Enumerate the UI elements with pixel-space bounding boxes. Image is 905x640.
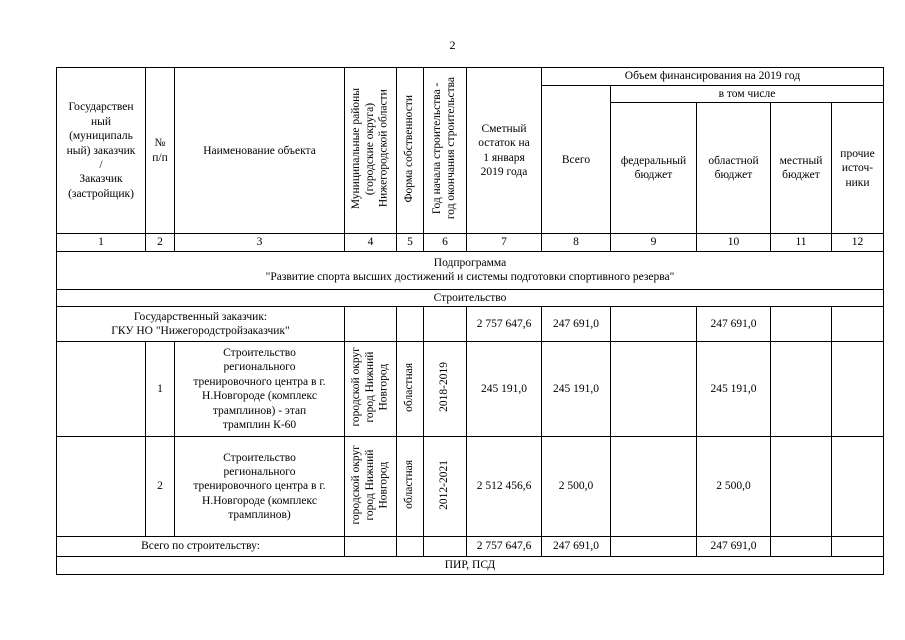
row-number: 1	[146, 342, 175, 437]
page-number: 2	[449, 38, 456, 52]
header-including: в том числе	[611, 86, 884, 103]
section-row	[57, 289, 884, 306]
cell-empty	[424, 537, 467, 557]
row-regional: 2 500,0	[697, 437, 771, 537]
cell-empty	[611, 307, 697, 342]
col-number: 9	[611, 234, 697, 251]
row-remainder: 2 512 456,6	[467, 437, 542, 537]
header-object-name: Наименование объекта	[175, 68, 345, 234]
col-number: 12	[832, 234, 884, 251]
row-years: 2018-2019	[424, 342, 467, 437]
cell-empty	[345, 307, 397, 342]
row-years: 2012-2021	[424, 437, 467, 537]
col-number: 11	[771, 234, 832, 251]
row-district: городской округ город Нижний Новгород	[345, 342, 397, 437]
header-local: местный бюджет	[771, 103, 832, 234]
cell-empty	[832, 537, 884, 557]
col-number: 8	[542, 234, 611, 251]
subprogram-row	[57, 251, 884, 289]
row-remainder: 245 191,0	[467, 342, 542, 437]
col-number: 10	[697, 234, 771, 251]
header-federal: федеральный бюджет	[611, 103, 697, 234]
object-name: Строительство регионального тренировочного центра в г. Н.Новгороде (комплекс трамплинов)	[175, 437, 345, 537]
cell-empty	[424, 307, 467, 342]
header-total: Всего	[542, 86, 611, 234]
cell-empty	[397, 307, 424, 342]
row-total: 2 500,0	[542, 437, 611, 537]
subprogram-title: Подпрограмма "Развитие спорта высших достижений и системы подготовки спортивного резерва"	[57, 251, 884, 289]
header-number: № п/п	[146, 68, 175, 234]
cell-empty	[771, 307, 832, 342]
total-label: Всего по строительству:	[57, 537, 345, 557]
header-ownership: Форма собственности	[397, 68, 424, 234]
financing-table	[56, 67, 884, 575]
col-number: 5	[397, 234, 424, 251]
header-funding-volume: Объем финансирования на 2019 год	[542, 68, 884, 86]
row-regional: 245 191,0	[697, 342, 771, 437]
customer-total: 247 691,0	[542, 307, 611, 342]
table-row	[57, 437, 884, 537]
row-ownership: областная	[397, 342, 424, 437]
total-remainder: 2 757 647,6	[467, 537, 542, 557]
cell-empty	[832, 307, 884, 342]
object-name: Строительство регионального тренировочного центра в г. Н.Новгороде (комплекс трамплинов) - этап трамплин К-60	[175, 342, 345, 437]
customer-label: Государственный заказчик: ГКУ НО "Нижегородстройзаказчик"	[57, 307, 345, 342]
cell-empty	[771, 342, 832, 437]
table-row	[57, 342, 884, 437]
header-other: прочие источ- ники	[832, 103, 884, 234]
col-number: 4	[345, 234, 397, 251]
cell-empty	[57, 342, 146, 437]
col-number: 1	[57, 234, 146, 251]
cell-empty	[832, 342, 884, 437]
col-number: 2	[146, 234, 175, 251]
row-district: городской округ город Нижний Новгород	[345, 437, 397, 537]
customer-remainder: 2 757 647,6	[467, 307, 542, 342]
cell-empty	[397, 537, 424, 557]
customer-regional: 247 691,0	[697, 307, 771, 342]
total-total: 247 691,0	[542, 537, 611, 557]
customer-row	[57, 307, 884, 342]
cell-empty	[611, 342, 697, 437]
header-years: Год начала строительства - год окончания строительства	[424, 68, 467, 234]
cell-empty	[611, 437, 697, 537]
col-number: 6	[424, 234, 467, 251]
cell-empty	[611, 537, 697, 557]
header-districts: Муниципальные районы (городские округа) Нижегородской области	[345, 68, 397, 234]
section-row	[57, 557, 884, 574]
cell-empty	[57, 437, 146, 537]
row-number: 2	[146, 437, 175, 537]
column-numbers-row	[57, 234, 884, 251]
total-regional: 247 691,0	[697, 537, 771, 557]
header-regional: областной бюджет	[697, 103, 771, 234]
col-number: 7	[467, 234, 542, 251]
total-row	[57, 537, 884, 557]
row-total: 245 191,0	[542, 342, 611, 437]
cell-empty	[345, 537, 397, 557]
section-construction: Строительство	[57, 289, 884, 306]
header-row	[57, 68, 884, 86]
section-pir: ПИР, ПСД	[57, 557, 884, 574]
header-customer: Государствен ный (муниципаль ный) заказчик / Заказчик (застройщик)	[57, 68, 146, 234]
col-number: 3	[175, 234, 345, 251]
cell-empty	[832, 437, 884, 537]
cell-empty	[771, 437, 832, 537]
cell-empty	[771, 537, 832, 557]
row-ownership: областная	[397, 437, 424, 537]
header-remainder: Сметный остаток на 1 января 2019 года	[467, 68, 542, 234]
